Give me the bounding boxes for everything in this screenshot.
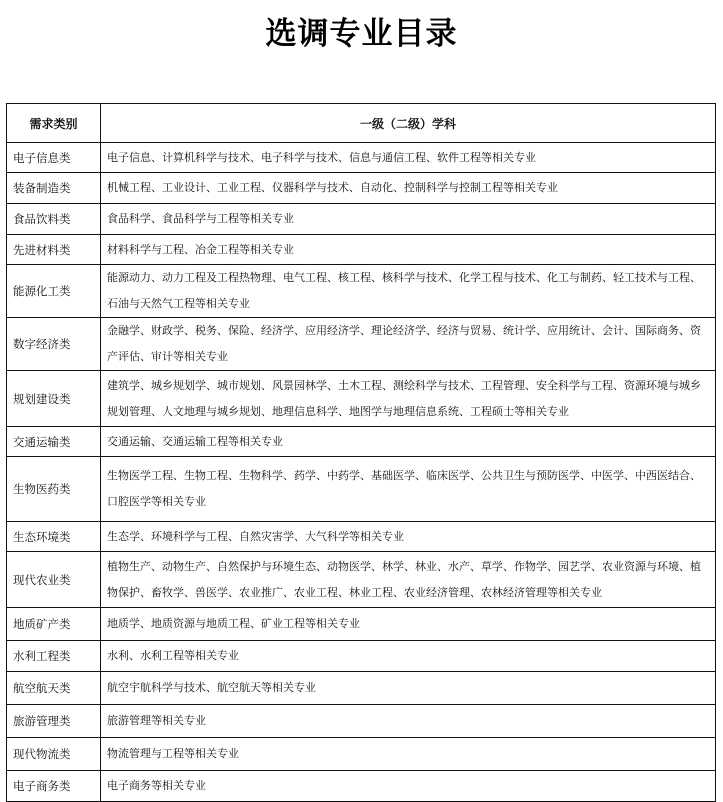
row-majors: 能源动力、动力工程及工程热物理、电气工程、核工程、核科学与技术、化学工程与技术、化工与制药、轻工技术与工程、石油与天然气工程等相关专业: [101, 265, 716, 318]
row-majors: 电子信息、计算机科学与技术、电子科学与技术、信息与通信工程、软件工程等相关专业: [101, 143, 716, 173]
table-row: [7, 705, 716, 738]
row-majors: 建筑学、城乡规划学、城市规划、风景园林学、土木工程、测绘科学与技术、工程管理、安全科学与工程、资源环境与城乡规划管理、人文地理与城乡规划、地理信息科学、地图学与地理信息系统、工程硕士等相关专业: [101, 371, 716, 427]
table-row: [7, 318, 716, 371]
row-category: 航空航天类: [7, 672, 101, 705]
row-majors: 电子商务等相关专业: [101, 771, 716, 802]
row-majors: 物流管理与工程等相关专业: [101, 738, 716, 771]
table-row: [7, 738, 716, 771]
major-catalog-table: [6, 103, 716, 802]
row-majors: 生物医学工程、生物工程、生物科学、药学、中药学、基础医学、临床医学、公共卫生与预防医学、中医学、中西医结合、口腔医学等相关专业: [101, 457, 716, 522]
row-majors: 植物生产、动物生产、自然保护与环境生态、动物医学、林学、林业、水产、草学、作物学、园艺学、农业资源与环境、植物保护、畜牧学、兽医学、农业推广、农业工程、林业工程、农业经济管理、农林经济管理等相关专业: [101, 552, 716, 608]
table-row: [7, 608, 716, 641]
row-majors: 金融学、财政学、税务、保险、经济学、应用经济学、理论经济学、经济与贸易、统计学、应用统计、会计、国际商务、资产评估、审计等相关专业: [101, 318, 716, 371]
table-row: [7, 371, 716, 427]
row-category: 能源化工类: [7, 265, 101, 318]
table-row: [7, 173, 716, 204]
row-category: 现代农业类: [7, 552, 101, 608]
table-row: [7, 552, 716, 608]
row-category: 装备制造类: [7, 173, 101, 204]
page-title: 选调专业目录: [265, 16, 458, 52]
row-category: 生物医药类: [7, 457, 101, 522]
table-row: [7, 265, 716, 318]
table-row: [7, 522, 716, 552]
table-header-row: [7, 104, 716, 143]
row-category: 旅游管理类: [7, 705, 101, 738]
table-row: [7, 672, 716, 705]
row-category: 地质矿产类: [7, 608, 101, 641]
table-row: [7, 427, 716, 457]
header-discipline: 一级（二级）学科: [101, 104, 716, 143]
row-category: 水利工程类: [7, 641, 101, 672]
row-majors: 航空宇航科学与技术、航空航天等相关专业: [101, 672, 716, 705]
row-category: 食品饮料类: [7, 204, 101, 235]
row-category: 电子信息类: [7, 143, 101, 173]
row-majors: 机械工程、工业设计、工业工程、仪器科学与技术、自动化、控制科学与控制工程等相关专业: [101, 173, 716, 204]
row-category: 电子商务类: [7, 771, 101, 802]
row-category: 数字经济类: [7, 318, 101, 371]
table-row: [7, 235, 716, 265]
row-category: 交通运输类: [7, 427, 101, 457]
row-majors: 材料科学与工程、冶金工程等相关专业: [101, 235, 716, 265]
table-row: [7, 457, 716, 522]
row-category: 先进材料类: [7, 235, 101, 265]
row-category: 规划建设类: [7, 371, 101, 427]
row-majors: 食品科学、食品科学与工程等相关专业: [101, 204, 716, 235]
row-majors: 水利、水利工程等相关专业: [101, 641, 716, 672]
table-row: [7, 204, 716, 235]
table-row: [7, 143, 716, 173]
table-row: [7, 641, 716, 672]
row-majors: 生态学、环境科学与工程、自然灾害学、大气科学等相关专业: [101, 522, 716, 552]
header-category: 需求类别: [7, 104, 101, 143]
row-majors: 旅游管理等相关专业: [101, 705, 716, 738]
row-majors: 地质学、地质资源与地质工程、矿业工程等相关专业: [101, 608, 716, 641]
row-category: 现代物流类: [7, 738, 101, 771]
row-majors: 交通运输、交通运输工程等相关专业: [101, 427, 716, 457]
row-category: 生态环境类: [7, 522, 101, 552]
